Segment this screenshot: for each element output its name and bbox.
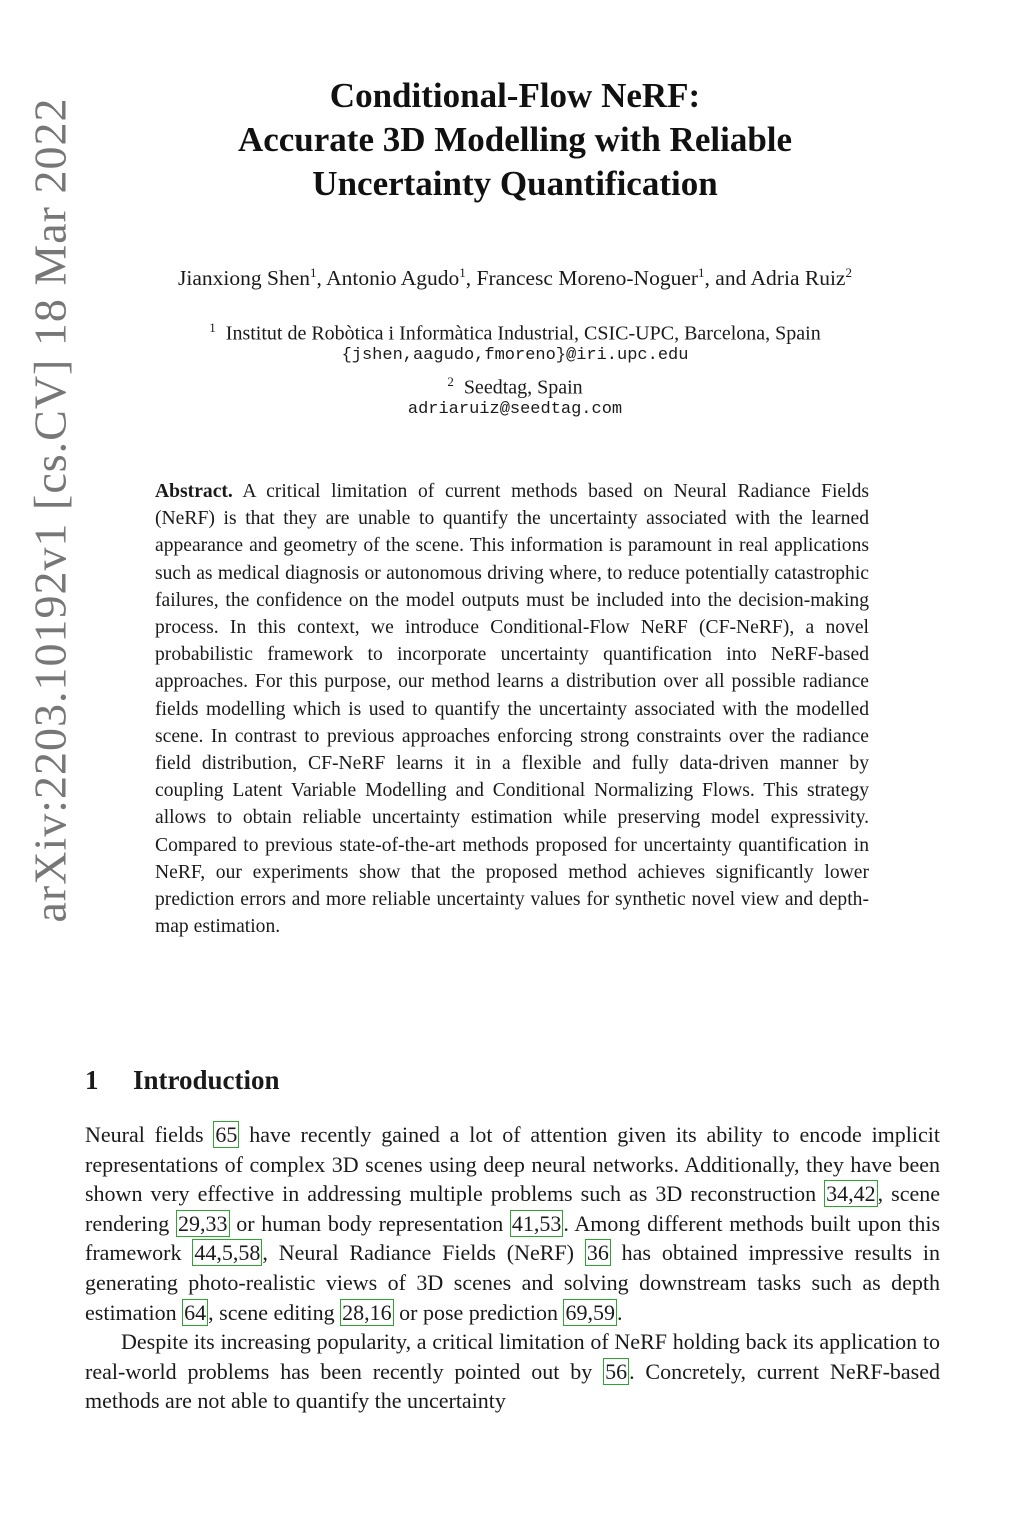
section-heading bbox=[85, 1062, 280, 1098]
citation-link[interactable]: 28,16 bbox=[342, 1299, 392, 1325]
text-run: , scene editing bbox=[208, 1299, 341, 1325]
title-line-3: Uncertainty Quantification bbox=[312, 164, 718, 203]
citation-link[interactable]: 29,33 bbox=[178, 1210, 228, 1236]
email-2: adriaruiz@seedtag.com bbox=[407, 400, 623, 419]
affiliation-text: Institut de Robòtica i Informàtica Industrial, CSIC-UPC, Barcelona, Spain bbox=[225, 322, 821, 345]
title-line-1: Conditional-Flow NeRF: bbox=[329, 76, 701, 115]
author-name: Antonio Agudo bbox=[326, 266, 460, 291]
citation-link[interactable]: 36 bbox=[586, 1240, 609, 1266]
author-separator: , and bbox=[704, 266, 751, 291]
author-separator: , bbox=[316, 266, 327, 291]
author-separator: , bbox=[465, 266, 477, 291]
section-title: Introduction bbox=[133, 1065, 280, 1095]
affiliation-mark: 1 bbox=[209, 320, 216, 335]
text-run: have recently gained a lot of attention given its ability to encode implicit representations of complex 3D scenes using deep neural networks. Additionally, they have been shown very effective in addressing multiple problems such as 3D reconstruction bbox=[85, 1122, 941, 1207]
text-run: or pose prediction bbox=[393, 1299, 564, 1325]
author-name: Adria Ruiz bbox=[750, 266, 846, 291]
author-list bbox=[85, 258, 945, 293]
abstract bbox=[155, 478, 869, 940]
citation-link[interactable]: 56 bbox=[605, 1358, 628, 1384]
arxiv-identifier: arXiv:2203.10192v1 [cs.CV] 18 Mar 2022 bbox=[24, 97, 76, 923]
text-run: has obtained impressive results in generating photo-realistic views of 3D scenes and solving downstream tasks such as depth estimation bbox=[85, 1240, 940, 1325]
author-name: Jianxiong Shen bbox=[178, 266, 311, 291]
author-name: Francesc Moreno-Noguer bbox=[476, 266, 699, 291]
text-run: , Neural Radiance Fields (NeRF) bbox=[262, 1240, 585, 1266]
author-affiliation-mark: 1 bbox=[698, 265, 705, 280]
citation-link[interactable]: 34,42 bbox=[826, 1181, 876, 1207]
citation-link[interactable]: 44,5,58 bbox=[194, 1240, 261, 1266]
email-1: {jshen,aagudo,fmoreno}@iri.upc.edu bbox=[341, 346, 689, 365]
paper-title bbox=[100, 74, 930, 206]
introduction-body bbox=[85, 1120, 940, 1416]
section-number: 1 bbox=[85, 1065, 99, 1095]
author-affiliation-mark: 2 bbox=[845, 265, 852, 280]
text-run: . Among different methods built upon this framework bbox=[85, 1210, 941, 1266]
text-run: . bbox=[616, 1299, 623, 1325]
abstract-label: Abstract. bbox=[155, 481, 233, 502]
text-run: Neural fields bbox=[85, 1122, 214, 1147]
abstract-text: A critical limitation of current methods based on Neural Radiance Fields (NeRF) is that they are unable to quantify the uncertainty associated with the learned appearance and geometry of the scene. This information is paramount in real applications such as medical diagnosis or autonomous driving where, to reduce potentially catastrophic failures, the confidence on the model outputs must be included into the decision-making process. In this context, we introduce Conditional-Flow NeRF (CF-NeRF), a novel probabilistic framework to incorporate uncertainty quantification into NeRF-based approaches. For this purpose, our method learns a distribution over all possible radiance fields modelling which is used to quantify the uncertainty associated with the modelled scene. In contrast to previous approaches enforcing strong constraints over the radiance field distribution, CF-NeRF learns it in a flexible and fully data-driven manner by coupling Latent Variable Modelling and Conditional Normalizing Flows. This strategy allows to obtain reliable uncertainty estimation while preserving model expressivity. Compared to previous state-of-the-art methods proposed for uncertainty quantification in NeRF, our experiments show that the proposed method achieves significantly lower prediction errors and more reliable uncertainty values for synthetic novel view and depth-map estimation. bbox=[155, 481, 869, 938]
text-run: or human body representation bbox=[229, 1210, 510, 1236]
citation-link[interactable]: 41,53 bbox=[511, 1210, 562, 1236]
text-run: Despite its increasing popularity, a critical limitation of NeRF holding back its application to real-world problems has been recently pointed out by bbox=[85, 1329, 940, 1384]
affiliation-text: Seedtag, Spain bbox=[463, 376, 583, 399]
author-affiliation-mark: 1 bbox=[310, 265, 317, 280]
text-run: . Concretely, current NeRF-based methods are not able to quantify the uncertainty bbox=[85, 1358, 940, 1414]
paragraph bbox=[85, 1327, 940, 1416]
citation-link[interactable]: 69,59 bbox=[565, 1299, 615, 1325]
title-line-2: Accurate 3D Modelling with Reliable bbox=[237, 120, 793, 159]
citation-link[interactable]: 65 bbox=[215, 1122, 238, 1147]
paragraph bbox=[85, 1120, 940, 1327]
author-affiliation-mark: 1 bbox=[459, 265, 466, 280]
citation-link[interactable]: 64 bbox=[184, 1299, 207, 1325]
arxiv-sidebar bbox=[8, 60, 92, 960]
text-run: , scene rendering bbox=[85, 1181, 941, 1236]
affiliation-mark: 2 bbox=[447, 374, 454, 389]
